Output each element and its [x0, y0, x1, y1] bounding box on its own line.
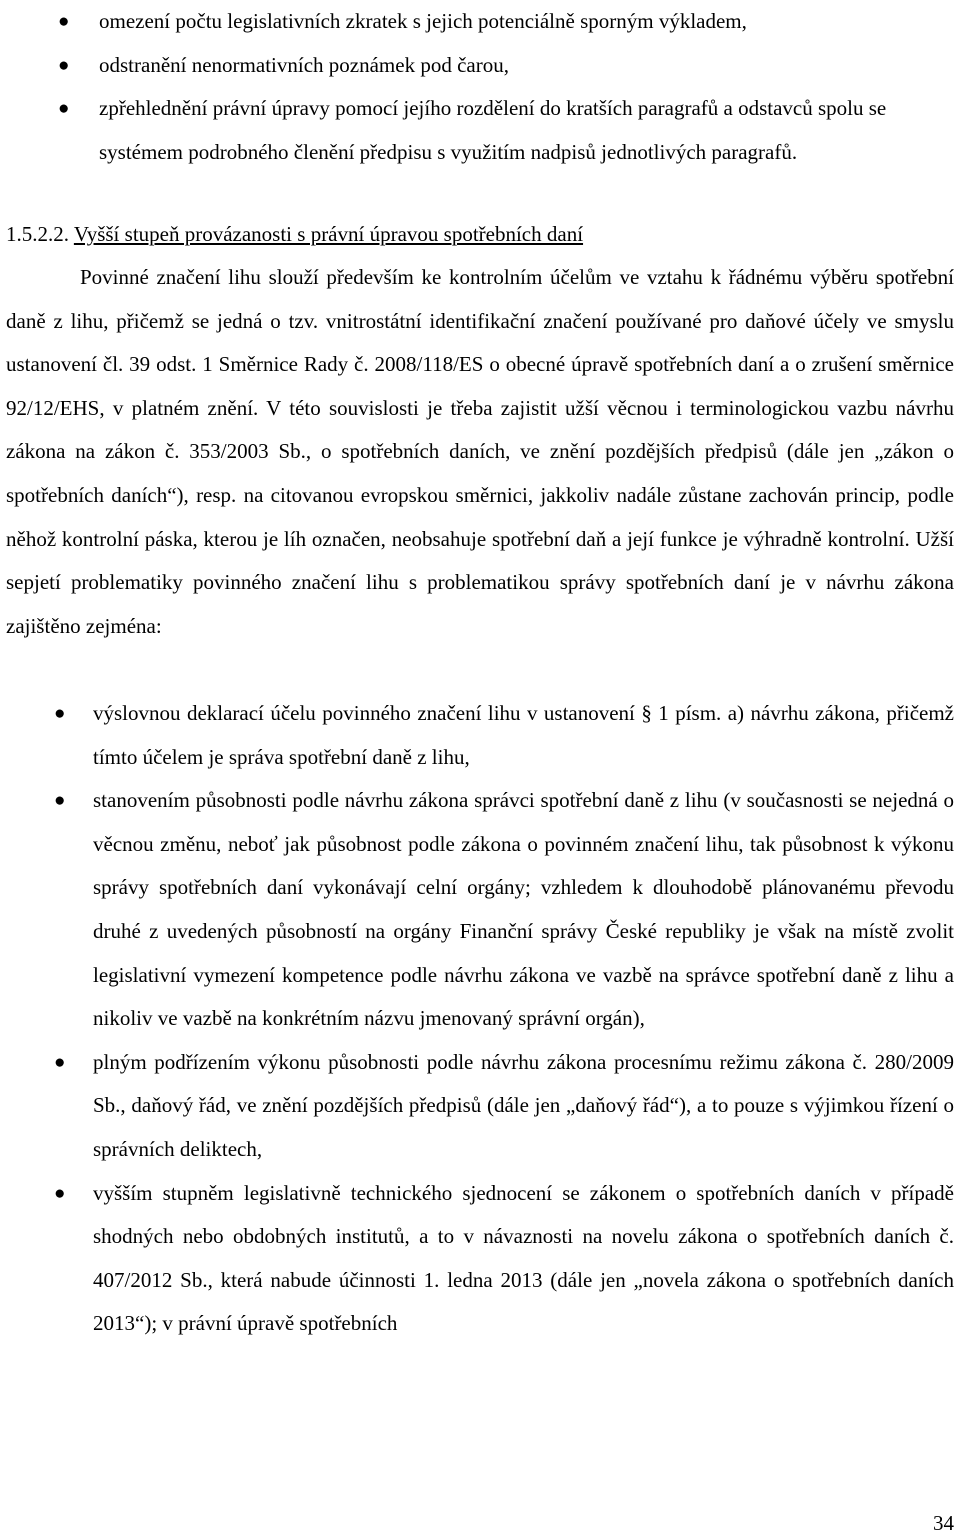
- section-heading: [6, 213, 583, 257]
- bullet-icon: ●: [58, 11, 70, 32]
- page-number: 34: [933, 1511, 954, 1535]
- list-item-text: plným podřízením výkonu působnosti podle návrhu zákona procesnímu režimu zákona č. 280/2009 Sb., daňový řád, ve znění pozdějších předpisů (dále jen „daňový řád“), a to pouze s výjimkou řízení o správních deliktech,: [93, 1049, 954, 1161]
- bullet-icon: ●: [58, 54, 70, 76]
- bullet-icon: ●: [58, 98, 70, 120]
- list-item-text: zpřehlednění právní úpravy pomocí jejího rozdělení do kratších paragrafů a odstavců spolu se systémem podrobného členění předpisu s využitím nadpisů jednotlivých paragrafů.: [99, 96, 887, 164]
- bullet-icon: ●: [54, 1182, 66, 1204]
- list-item: [0, 692, 960, 779]
- list-item-text: výslovnou deklarací účelu povinného značení lihu v ustanovení § 1 písm. a) návrhu zákona, přičemž tímto účelem je správa spotřební daně z lihu,: [93, 701, 954, 769]
- list-item: [0, 779, 960, 1041]
- list-item: [0, 1172, 960, 1346]
- list-item: [0, 1041, 960, 1172]
- list-item: [0, 44, 960, 88]
- main-bullet-list: [0, 692, 960, 1346]
- section-title: Vyšší stupeň provázanosti s právní úpravou spotřebních daní: [73, 222, 584, 246]
- list-item-text: stanovením působnosti podle návrhu zákona správci spotřební daně z lihu (v současnosti se nejedná o věcnou změnu, neboť jak působnost podle zákona o povinném značení lihu, tak působnost k výkonu správy spotřebních daní vykonávají celní orgány; vzhledem k dlouhodobě plánovanému převodu druhé z uvedených působností na orgány Finanční správy České republiky je však na místě zvolit legislativní vymezení kompetence podle návrhu zákona ve vazbě na správce spotřební daně z lihu a nikoliv ve vazbě na konkrétním názvu jmenovaný správní orgán),: [93, 788, 954, 1031]
- list-item-text: omezení počtu legislativních zkratek s jejich potenciálně sporným výkladem,: [99, 9, 747, 33]
- bullet-icon: ●: [54, 790, 66, 812]
- bullet-icon: ●: [54, 703, 66, 724]
- bullet-icon: ●: [54, 1051, 66, 1073]
- body-paragraph: Povinné značení lihu slouží především ke kontrolním účelům ve vztahu k řádnému výběru spotřební daně z lihu, přičemž se jedná o tzv. vnitrostátní identifikační značení používané pro daňové účely ve smyslu ustanovení čl. 39 odst. 1 Směrnice Rady č. 2008/118/ES o obecné úpravě spotřebních daní a o zrušení směrnice 92/12/EHS, v platném znění. V této souvislosti je třeba zajistit užší věcnou i terminologickou vazbu návrhu zákona na zákon č. 353/2003 Sb., o spotřebních daních, ve znění pozdějších předpisů (dále jen „zákon o spotřebních daních“), resp. na citovanou evropskou směrnici, jakkoliv nadále zůstane zachován princip, podle něhož kontrolní páska, kterou je líh označen, neobsahuje spotřební daň a její funkce je výhradně kontrolní. Užší sepjetí problematiky povinného značení lihu s problematikou správy spotřebních daní je v návrhu zákona zajištěno zejména:: [6, 265, 954, 638]
- list-item-text: odstranění nenormativních poznámek pod čarou,: [99, 52, 509, 77]
- list-item: [0, 0, 960, 44]
- section-number: 1.5.2.2.: [6, 222, 69, 246]
- list-item-text: vyšším stupněm legislativně technického sjednocení se zákonem o spotřebních daních v případě shodných nebo obdobných institutů, a to v návaznosti na novelu zákona o spotřebních daních č. 407/2012 Sb., která nabude účinnosti 1. ledna 2013 (dále jen „novela zákona o spotřebních daních 2013“); v právní úpravě spotřebních: [93, 1180, 954, 1336]
- list-item: [0, 87, 960, 174]
- top-bullet-list: [0, 0, 960, 174]
